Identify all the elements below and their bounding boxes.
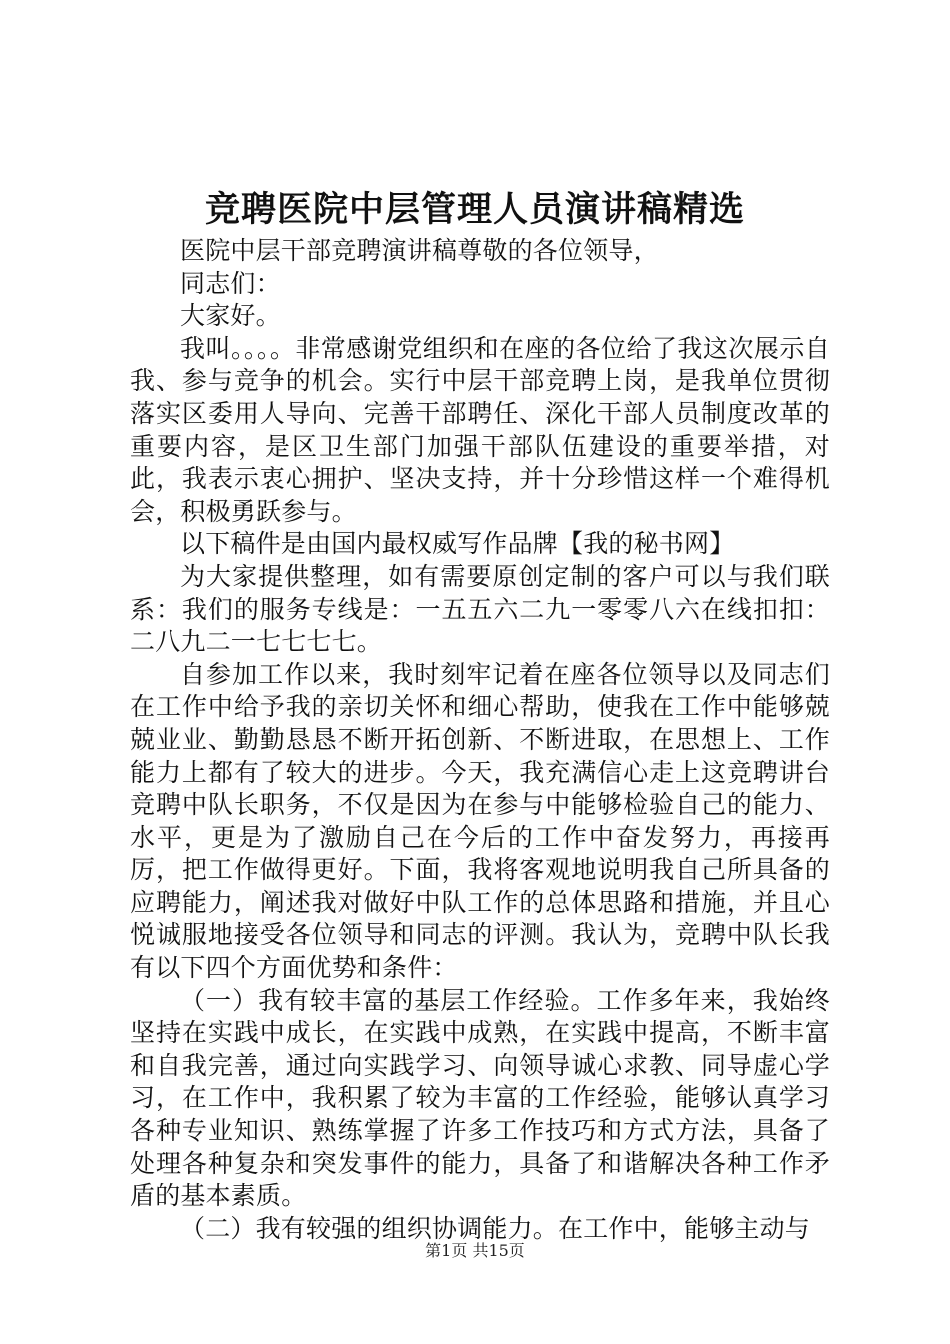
paragraph-introduction: 我叫。。。。非常感谢党组织和在座的各位给了我这次展示自我、参与竞争的机会。实行中层干部竞聘上岗，是我单位贯彻落实区委用人导向、完善干部聘任、深化干部人员制度改革的重要内容，是区卫生部门加强干部队伍建设的重要举措，对此，我表示衷心拥护、坚决支持，并十分珍惜这样一个难得机会，积极勇跃参与。 — [130, 333, 830, 526]
paragraph-contact: 为大家提供整理，如有需要原创定制的客户可以与我们联系：我们的服务专线是：一五五六二九一零零八六在线扣扣：二八九二一七七七七。 — [130, 561, 830, 657]
paragraph-source-note: 以下稿件是由国内最权威写作品牌【我的秘书网】 — [180, 529, 735, 559]
paragraph-advantage-one: （一）我有较丰富的基层工作经验。工作多年来，我始终坚持在实践中成长，在实践中成熟，在实践中提高，不断丰富和自我完善，通过向实践学习、向领导诚心求教、同导虚心学习，在工作中，我积累了较为丰富的工作经验，能够认真学习各种专业知识、熟练掌握了许多工作技巧和方式方法，具备了处理各种复杂和突发事件的能力，具备了和谐解决各种工作矛盾的基本素质。 — [130, 985, 830, 1211]
paragraph-hello: 大家好。 — [180, 301, 281, 331]
paragraph-advantage-two: （二）我有较强的组织协调能力。在工作中，能够主动与 — [180, 1213, 811, 1243]
paragraph-greeting: 医院中层干部竞聘演讲稿尊敬的各位领导， — [180, 236, 659, 265]
paragraph-work-experience: 自参加工作以来，我时刻牢记着在座各位领导以及同志们在工作中给予我的亲切关怀和细心帮助，使我在工作中能够兢兢业业、勤勤恳恳不断开拓创新、不断进取，在思想上、工作能力上都有了较大的进步。今天，我充满信心走上这竞聘讲台竞聘中队长职务，不仅是因为在参与中能够检验自己的能力、水平，更是为了激励自己在今后的工作中奋发努力，再接再厉，把工作做得更好。下面，我将客观地说明我自己所具备的应聘能力，阐述我对做好中队工作的总体思路和措施，并且心悦诚服地接受各位领导和同志的评测。我认为，竞聘中队长我有以下四个方面优势和条件： — [130, 659, 830, 983]
paragraph-comrades: 同志们： — [180, 268, 281, 298]
document-title: 竞聘医院中层管理人员演讲稿精选 — [204, 189, 745, 230]
page-footer: 第1页 共15页 — [425, 1241, 525, 1260]
document-body — [130, 235, 830, 1245]
